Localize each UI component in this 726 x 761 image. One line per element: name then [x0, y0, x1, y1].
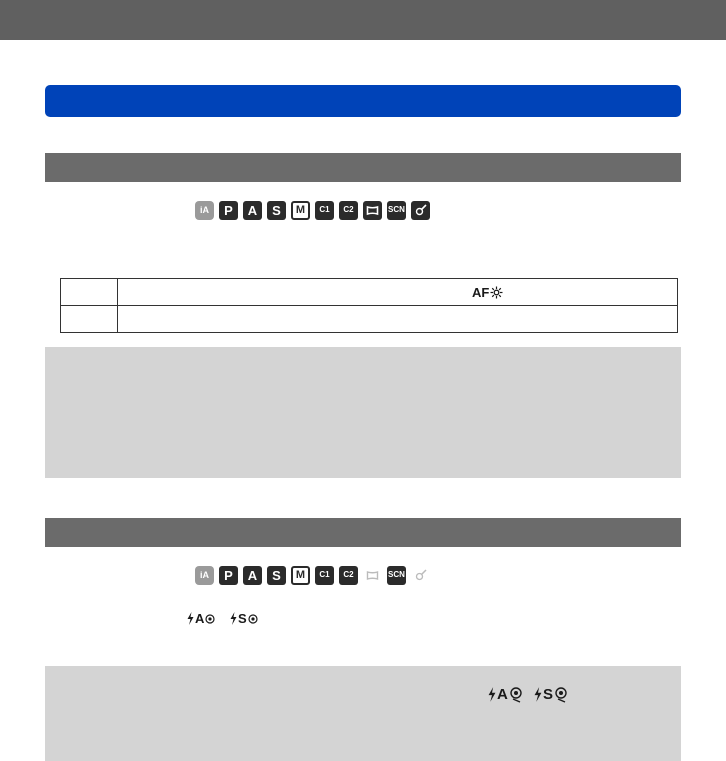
flash-mode-letter: A — [497, 686, 508, 703]
mode-s-icon: S — [267, 201, 286, 220]
flash-bolt-icon — [187, 612, 194, 625]
mode-ia-icon: iA — [195, 566, 214, 585]
creative-control-icon — [411, 201, 430, 220]
table-cell — [61, 279, 118, 306]
table-row — [61, 279, 678, 306]
af-assist-lamp-icon — [490, 286, 503, 299]
af-assist-label — [472, 285, 503, 300]
table-cell — [118, 279, 678, 306]
mode-c1-icon: C1 — [315, 566, 334, 585]
mode-s-icon: S — [267, 566, 286, 585]
mode-c2-icon: C2 — [339, 566, 358, 585]
note-box-2 — [45, 666, 681, 761]
table-cell — [61, 306, 118, 333]
mode-scn-icon: SCN — [387, 201, 406, 220]
note-box-1 — [45, 347, 681, 478]
table-cell — [118, 306, 678, 333]
mode-c2-icon: C2 — [339, 201, 358, 220]
table-row — [61, 306, 678, 333]
red-eye-icon — [509, 687, 523, 703]
flash-slow-sync-red-eye-symbol — [534, 686, 568, 703]
mode-icons-row-2 — [195, 565, 430, 585]
mode-m-icon: M — [291, 566, 310, 585]
page-title-bar — [45, 85, 681, 117]
flash-bolt-icon — [488, 687, 496, 702]
flash-bolt-icon — [534, 687, 542, 702]
flash-slow-sync-red-eye-symbol — [230, 611, 258, 626]
panorama-mode-icon — [363, 201, 382, 220]
mode-m-icon: M — [291, 201, 310, 220]
flash-bolt-icon — [230, 612, 237, 625]
mode-icons-row-1 — [195, 200, 430, 220]
mode-a-icon: A — [243, 566, 262, 585]
section-header-2 — [45, 518, 681, 547]
flash-mode-letter: S — [543, 686, 554, 703]
section-header-1 — [45, 153, 681, 182]
settings-table — [60, 278, 678, 333]
mode-p-icon: P — [219, 566, 238, 585]
red-eye-icon — [248, 614, 258, 624]
flash-mode-letter: A — [195, 611, 205, 626]
mode-scn-icon: SCN — [387, 566, 406, 585]
mode-p-icon: P — [219, 201, 238, 220]
mode-c1-icon: C1 — [315, 201, 334, 220]
flash-auto-red-eye-symbol — [488, 686, 523, 703]
flash-mode-letter: S — [238, 611, 247, 626]
af-text: AF — [472, 285, 490, 300]
panorama-mode-icon — [363, 566, 382, 585]
flash-auto-red-eye-symbol — [187, 611, 215, 626]
red-eye-icon — [205, 614, 215, 624]
top-bar — [0, 0, 726, 40]
red-eye-icon — [554, 687, 568, 703]
mode-ia-icon: iA — [195, 201, 214, 220]
mode-a-icon: A — [243, 201, 262, 220]
creative-control-icon — [411, 566, 430, 585]
